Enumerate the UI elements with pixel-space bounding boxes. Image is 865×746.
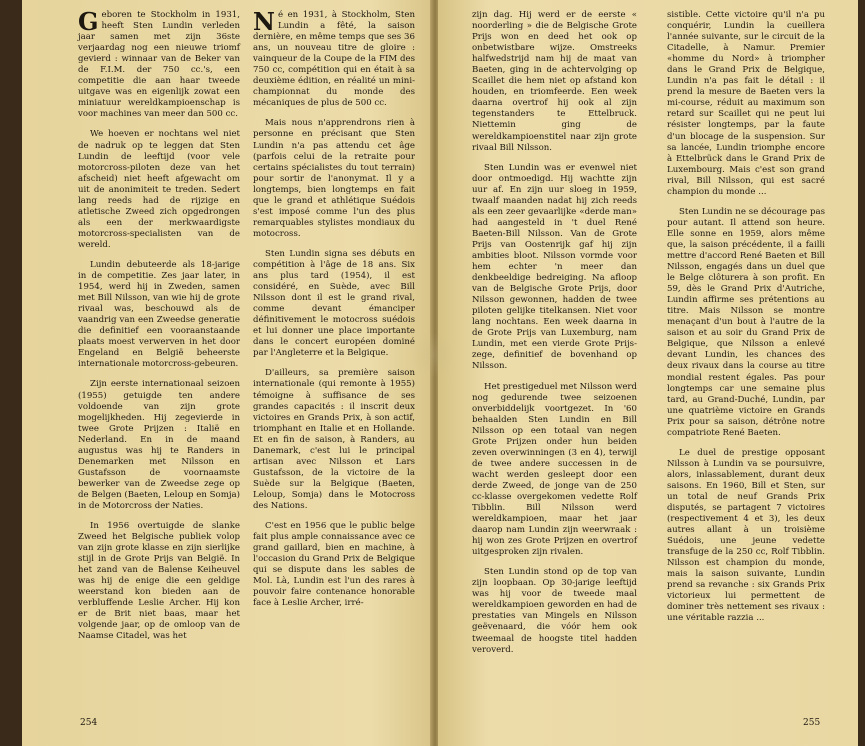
column-dutch-2 [472, 10, 637, 665]
paragraph: Lundin debuteerde als 18-jarige in de competitie. Zes jaar later, in 1954, werd hij in Zweden, samen met Bill Nilsson, van wie hij de grote rivaal was, beschouwd als de vaandrig van een Zweedse generatie die definitief een vooraanstaande plaats moest verwerven in het door Engeland en België beheerste internationale motorcross-gebeuren. [78, 259, 240, 370]
paragraph: C'est en 1956 que le public belge fait plus ample connaissance avec ce grand gaillard, bien en machine, à l'occasion du Grand Prix de Belgique qui se dispute dans les sables de Mol. Là, Lundin est l'un des rares à pouvoir faire contenance honorable face à Leslie Archer, irré- [253, 521, 415, 609]
paragraph: Mais nous n'apprendrons rien à personne en précisant que Sten Lundin n'a pas attendu cet âge (parfois celui de la retraite pour certains spécialistes du tout terrain) pour sortir de l'anonymat. Il y a longtemps, bien longtemps en fait que le grand et athlétique Suédois s'est imposé comme l'un des plus remarquables stylistes mondiaux du motocross. [253, 118, 415, 239]
column-dutch-1 [78, 7, 240, 652]
paragraph-text: é en 1931, à Stockholm, Sten Lundin a fêté, la saison dernière, en même temps que ses 36 ans, un nouveau titre de gloire : vainqueur de la Coupe de la FIM des 750 cc, compétition qui en était à sa deuxième édition, en réalité un mini-championnat du monde des mécaniques de plus de 500 cc. [253, 10, 415, 109]
paragraph: Sten Lundin signa ses débuts en compétition à l'âge de 18 ans. Six ans plus tard (1954), il est considéré, en Suède, avec Bill Nilsson dont il est le grand rival, comme devant émanciper définitivement le motocross suédois et lui donner une place importante dans le concert européen dominé par l'Angleterre et la Belgique. [253, 248, 415, 359]
paragraph: zijn dag. Hij werd er de eerste « noorderling » die de Belgische Grote Prijs won en deed het ook op onbetwistbare wijze. Omstreeks halfwedstrijd nam hij de maat van Baeten, ging in de achtervolging op Scaillet die hem niet op afstand kon houden, en triomfeerde. Een week daarna overtrof hij ook al zijn tegenstanders te Ettelbruck. Niettemin ging de wereldkampioenstitel naar zijn grote rivaal Bill Nilsson. [472, 10, 637, 153]
column-french-2 [667, 10, 825, 634]
paragraph: We hoeven er nochtans wel niet de nadruk op te leggen dat Sten Lundin de leeftijd (voor vele motorcross-piloten deze van het afscheid) niet heeft afgewacht om uit de anonimiteit te treden. Sedert lang reeds had de rijzige en atletische Zweed zich opgedrongen als een der merkwaardigste motorcross-specialisten van de wereld. [78, 129, 240, 250]
page-number-left: 254 [80, 718, 98, 728]
paragraph: In 1956 overtuigde de slanke Zweed het Belgische publiek volop van zijn grote klasse en zijn sierlijke stijl in de Grote Prijs van België. In het zand van de Balense Keiheuvel was hij de enige die een geldige weerstand kon bieden aan de verbluffende Leslie Archer. Hij kon er de Brit niet baas, maar het volgende jaar, op de omloop van de Naamse Citadel, was het [78, 521, 240, 642]
paragraph: Het prestigeduel met Nilsson werd nog gedurende twee seizoenen onverbiddelijk voortgezet. In '60 behaalden Sten Lundin en Bill Nilsson op een totaal van negen Grote Prijzen onder hun beiden zeven overwinningen (3 en 4), terwijl de twee andere successen in de wacht werden gesleept door een derde Zweed, de jonge van de 250 cc-klasse overgekomen vedette Rolf Tibblin. Bill Nilsson werd wereldkampioen, maar het jaar daarop nam Lundin zijn weerwraak : hij won zes Grote Prijzen en overtrof uitgesproken zijn rivalen. [472, 381, 638, 558]
paragraph: Sten Lundin stond op de top van zijn loopbaan. Op 30-jarige leeftijd was hij voor de tweede maal wereldkampioen geworden en had de prestaties van Mingels en Nilsson geëvenaard, die vóór hem ook tweemaal de hoogste titel hadden veroverd. [472, 567, 637, 655]
paragraph: Le duel de prestige opposant Nilsson à Lundin va se poursuivre, alors, inlassablement, durant deux saisons. En 1960, Bill et Sten, sur un total de neuf Grands Prix disputés, se partagent 7 victoires (respectivement 4 et 3), les deux autres allant à un troisième Suédois, une jeune vedette transfuge de la 250 cc, Rolf Tibblin. Nilsson est champion du monde, mais la saison suivante, Lundin prend sa revanche : six Grands Prix victorieux lui permettent de dominer très nettement ses rivaux : une véritable razzia ... [667, 447, 825, 624]
paragraph: D'ailleurs, sa première saison internationale (qui remonte à 1955) témoigne à suffisance de ses grandes capacités : il inscrit deux victoires en Grands Prix, à son actif, triomphant en Italie et en Hollande. Et en fin de saison, à Randers, au Danemark, c'est lui le principal artisan avec Nilsson et Lars Gustafsson, de la victoire de la Suède sur la Belgique (Baeten, Leloup, Somja) dans le Motocross des Nations. [253, 368, 415, 511]
paragraph: Sten Lundin was er evenwel niet door ontmoedigd. Hij wachtte zijn uur af. En zijn uur sloeg in 1959, twaalf maanden nadat hij zich reeds als een zeer gevaarlijke «derde man» had aangesteld in 't duel René Baeten-Bill Nilsson. Van de Grote Prijs van Oostenrijk gaf hij zijn ambities bloot. Nilsson vormde voor hem echter 'n meer dan denkbeeldige bedreiging. Na afloop van de Belgische Grote Prijs, door Nilsson gewonnen, hadden de twee piloten gelijke titelkansen. Niet voor lang nochtans. Een week daarna in de Grote Prijs van Luxemburg, nam Lundin, met een vierde Grote Prijs-zege, definitief de bovenhand op Nilsson. [472, 162, 637, 372]
drop-cap: N [253, 7, 275, 36]
paragraph: Zijn eerste internationaal seizoen (1955) getuigde ten andere voldoende van zijn grote mogelijkheden. Hij zegevierde in twee Grote Prijzen : Italië en Nederland. En in de maand augustus was hij te Randers in Denemarken met Nilsson en Gustafsson de voornaamste bewerker van de Zweedse zege op de Belgen (Baeten, Leloup en Somja) in de Motorcross der Naties. [78, 379, 240, 511]
column-french-1 [253, 7, 415, 618]
paragraph [253, 7, 415, 109]
paragraph-text: eboren te Stockholm in 1931, heeft Sten Lundin verleden jaar samen met zijn 36ste verjaardag nog een nieuwe triomf gevierd : winnaar van de Beker van de F.I.M. der 750 cc.'s, een competitie die aan haar tweede uitgave was en eigenlijk zowat een miniatuur wereldkampioenschap is voor machines van meer dan 500 cc. [78, 10, 240, 120]
paragraph: sistible. Cette victoire qu'il n'a pu conquérir, Lundin la cueillera l'année suivante, sur le circuit de la Citadelle, à Namur. Premier «homme du Nord» à triompher dans le Grand Prix de Belgique, Lundin n'a pas fait le détail : il prend la mesure de Baeten vers la mi-course, réduit au maximum son retard sur Scaillet qui ne peut lui résister longtemps, par la faute d'un blocage de la suspension. Sur sa lancée, Lundin triomphe encore à Ettelbrück dans le Grand Prix de Luxembourg. Mais c'est son grand rival, Bill Nilsson, qui est sacré champion du monde ... [667, 10, 825, 197]
page-number-right: 255 [803, 718, 821, 728]
watermark-stamp [412, 330, 452, 380]
drop-cap: G [78, 7, 99, 36]
paragraph [78, 7, 240, 120]
paragraph: Sten Lundin ne se décourage pas pour autant. Il attend son heure. Elle sonne en 1959, alors même que, la saison précédente, il a failli mettre d'accord René Baeten et Bill Nilsson, engagés dans un duel que le Belge clôturera à son profit. En 59, dès le Grand Prix d'Autriche, Lundin affirme ses prétentions au titre. Mais Nilsson se montre menaçant d'un bout à l'autre de la saison et au soir du Grand Prix de Belgique, que Nilsson a enlevé devant Lundin, les chances des deux rivaux dans la course au titre mondial restent égales. Pas pour longtemps car une semaine plus tard, au Grand-Duché, Lundin, par une quatrième victoire en Grands Prix pour sa saison, détrône notre compatriote René Baeten. [667, 206, 825, 438]
